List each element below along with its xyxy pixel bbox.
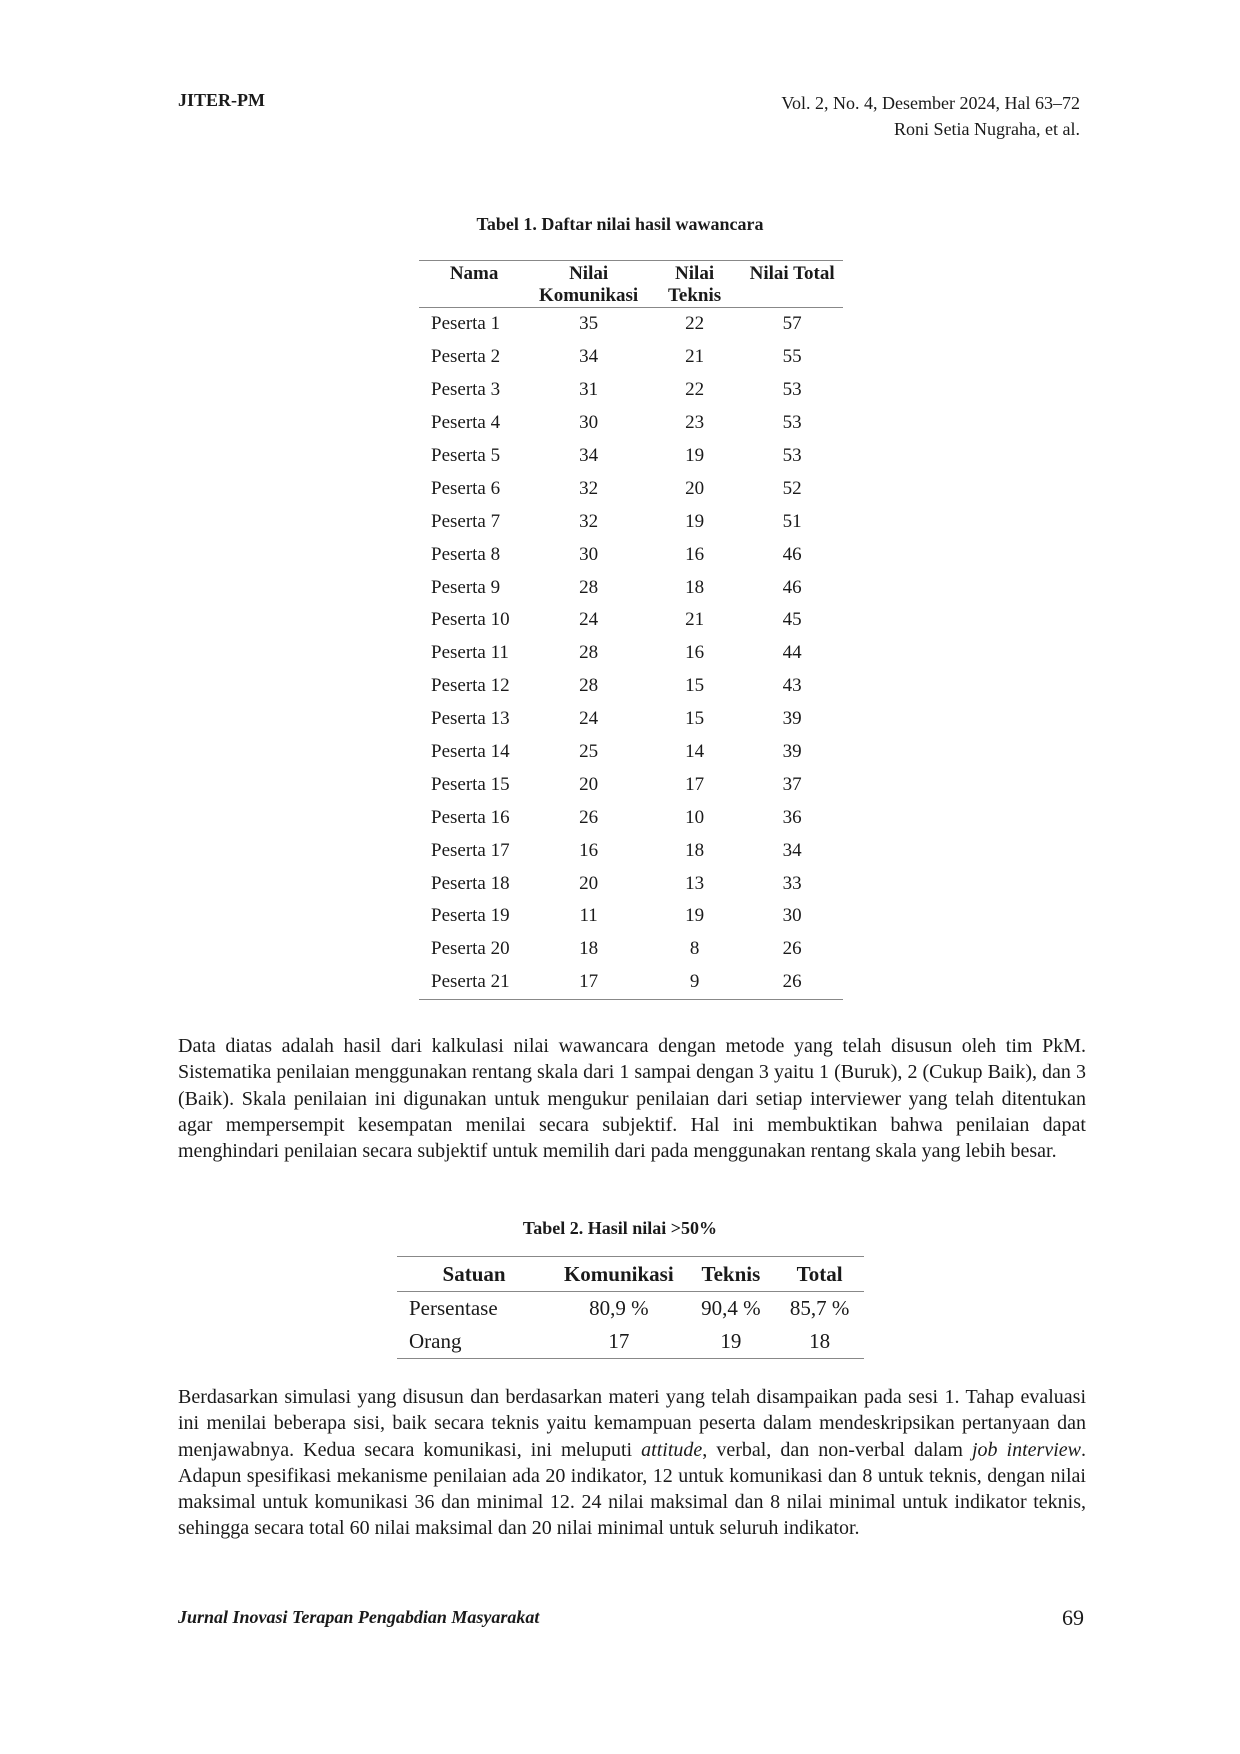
value-cell: 85,7 % [789,1296,850,1320]
row-label-cell: Peserta 16 [431,806,510,828]
value-cell: 19 [685,445,705,466]
value-cell: 21 [685,609,705,631]
value-cell: 19 [685,510,705,532]
value-cell: 80,9 % [589,1296,649,1320]
row-label-cell: Peserta 15 [431,773,510,795]
value-cell: 46 [782,543,802,565]
value-cell: 20 [685,477,705,499]
value-cell: 16 [685,642,705,664]
value-cell: 55 [782,346,802,368]
row-label-cell: Peserta 8 [431,543,501,565]
value-cell: 10 [685,806,705,828]
value-cell: 18 [685,839,705,861]
value-cell: 14 [685,741,705,763]
author-line: Roni Setia Nugraha, et al. [894,119,1080,139]
value-cell: 31 [579,379,599,401]
table-row [419,538,843,571]
row-label-cell: Peserta 5 [431,445,501,466]
row-label-cell: Peserta 21 [419,966,529,999]
table-row [419,374,843,407]
value-cell: 18 [775,1325,864,1359]
table-row [419,736,843,769]
page-number: 69 [1062,1605,1084,1630]
table-row [419,867,843,900]
row-label-cell: Peserta 9 [431,576,501,598]
column-header: Nama [419,261,529,308]
paragraph-2 [178,1384,1086,1542]
value-cell: 44 [782,642,802,664]
interview-scores-table [419,260,843,1000]
table-row [419,900,843,933]
row-label-cell: Orang [397,1325,551,1359]
value-cell: 8 [689,938,700,960]
value-cell: 9 [648,966,741,999]
table-row [419,505,843,538]
table2-caption: Tabel 2. Hasil nilai >50% [522,1218,718,1238]
table-row [419,801,843,834]
value-cell: 24 [579,609,599,631]
paragraph-1: Data diatas adalah hasil dari kalkulasi nilai wawancara dengan metode yang telah disusun oleh tim PkM. Sistematika penilaian menggunakan rentang skala dari 1 sampai dengan 3 yaitu 1 (Buruk), 2 (Cukup Baik), dan 3 (Baik). Skala penilaian ini digunakan untuk mengukur penilaian dari setiap interviewer yang telah ditentukan agar mempersempit kesempatan menilai secara subjektif. Hal ini membuktikan bahwa penilaian dapat menghindari penilaian secara subjektif untuk memilih dari pada menggunakan rentang skala yang lebih besar. [178,1035,1086,1163]
table-row [419,571,843,604]
value-cell: 32 [579,477,599,499]
table-header-row [419,261,843,308]
table-row [419,670,843,703]
value-cell: 11 [579,905,598,927]
table-row [397,1292,864,1326]
row-label-cell: Peserta 19 [431,905,510,927]
table1-body [419,308,843,1000]
table-row [419,604,843,637]
table-row [419,440,843,473]
volume-info: Vol. 2, No. 4, Desember 2024, Hal 63–72 [781,93,1080,113]
value-cell: 46 [782,576,802,598]
row-label-cell: Peserta 14 [431,741,510,763]
value-cell: 34 [579,445,599,466]
value-cell: 53 [782,445,802,466]
result-summary-table [397,1256,864,1359]
value-cell: 25 [579,741,599,763]
row-label-cell: Peserta 12 [431,675,510,697]
table-row [419,703,843,736]
column-header: Total [775,1257,864,1292]
value-cell: 53 [782,412,802,434]
table-row [419,933,843,966]
value-cell: 53 [782,379,802,401]
row-label-cell: Peserta 18 [431,872,510,894]
table-row [419,768,843,801]
table2-body [397,1292,864,1359]
row-label-cell: Peserta 11 [431,642,509,664]
column-header: Teknis [687,1257,776,1292]
value-cell: 32 [579,510,599,532]
value-cell: 51 [782,510,802,532]
value-cell: 34 [579,346,599,368]
value-cell: 20 [579,872,599,894]
value-cell: 43 [782,675,802,697]
value-cell: 17 [685,773,705,795]
value-cell: 17 [551,1325,686,1359]
value-cell: 90,4 % [701,1296,761,1320]
value-cell: 28 [579,642,599,664]
value-cell: 28 [579,675,599,697]
column-header: Nilai Teknis [648,261,741,308]
value-cell: 22 [685,313,705,335]
journal-code: JITER-PM [178,90,265,110]
value-cell: 34 [782,839,802,861]
running-header [781,90,1080,142]
row-label-cell: Peserta 6 [431,477,501,499]
table-row [419,834,843,867]
row-label-cell: Peserta 2 [431,346,501,368]
table-row [419,966,843,999]
value-cell: 24 [579,708,599,730]
paragraph-2-italic-term: attitude [641,1438,703,1461]
value-cell: 19 [687,1325,776,1359]
value-cell: 45 [782,609,802,631]
paragraph-2-italic-term: job interview [971,1438,1081,1461]
table-row [419,308,843,341]
table-row [397,1325,864,1359]
row-label-cell: Peserta 13 [431,708,510,730]
column-header: Satuan [397,1257,551,1292]
value-cell: 20 [579,773,599,795]
table-row [419,341,843,374]
row-label-cell: Persentase [409,1296,498,1320]
value-cell: 28 [579,576,599,598]
column-header: Komunikasi [551,1257,686,1292]
paragraph-2-text: , verbal, dan non-verbal dalam [702,1438,972,1461]
value-cell: 30 [579,543,599,565]
value-cell: 18 [579,938,599,960]
row-label-cell: Peserta 1 [431,313,501,335]
value-cell: 15 [685,675,705,697]
value-cell: 39 [782,741,802,763]
value-cell: 39 [782,708,802,730]
table1-caption: Tabel 1. Daftar nilai hasil wawancara [476,214,764,234]
table-row [419,637,843,670]
value-cell: 22 [685,379,705,401]
column-header: Nilai Komunikasi [529,261,648,308]
row-label-cell: Peserta 7 [431,510,501,532]
value-cell: 35 [579,313,599,335]
footer-journal-name: Jurnal Inovasi Terapan Pengabdian Masyarakat [178,1607,540,1627]
row-label-cell: Peserta 20 [431,938,510,960]
value-cell: 33 [782,872,802,894]
value-cell: 37 [782,773,802,795]
value-cell: 30 [782,905,802,927]
paragraph-2-text: . Adapun spesifikasi mekanisme penilaian ada 20 indikator, 12 untuk komunikasi dan 8 untuk teknis, dengan nilai maksimal untuk komunikasi 36 dan minimal 12. 24 nilai maksimal dan 8 nilai minimal untuk indikator teknis, sehingga secara total 60 nilai maksimal dan 20 nilai minimal untuk seluruh indikator. [178,1438,1086,1540]
value-cell: 15 [685,708,705,730]
value-cell: 30 [579,412,599,434]
value-cell: 23 [685,412,705,434]
value-cell: 26 [579,806,599,828]
value-cell: 26 [741,966,843,999]
value-cell: 17 [529,966,648,999]
value-cell: 36 [782,806,802,828]
table-row [419,472,843,505]
value-cell: 57 [782,313,802,335]
table-header-row [397,1257,864,1292]
row-label-cell: Peserta 4 [431,412,501,434]
row-label-cell: Peserta 3 [431,379,501,401]
value-cell: 18 [685,576,705,598]
row-label-cell: Peserta 10 [431,609,510,631]
paragraph-2-text: Berdasarkan simulasi yang disusun dan berdasarkan materi yang telah disampaikan pada sesi 1. Tahap evaluasi ini menilai beberapa sisi, baik secara teknis yaitu kemampuan peserta dalam mendeskripsikan pertanyaan dan menjawabnya. Kedua secara komunikasi, ini meluputi [178,1386,1086,1461]
table-row [419,407,843,440]
value-cell: 52 [782,477,802,499]
column-header: Nilai Total [741,261,843,308]
value-cell: 19 [685,905,705,927]
row-label-cell: Peserta 17 [431,839,510,861]
value-cell: 16 [579,839,599,861]
value-cell: 13 [685,872,705,894]
value-cell: 26 [782,938,802,960]
value-cell: 16 [685,543,705,565]
value-cell: 21 [685,346,705,368]
